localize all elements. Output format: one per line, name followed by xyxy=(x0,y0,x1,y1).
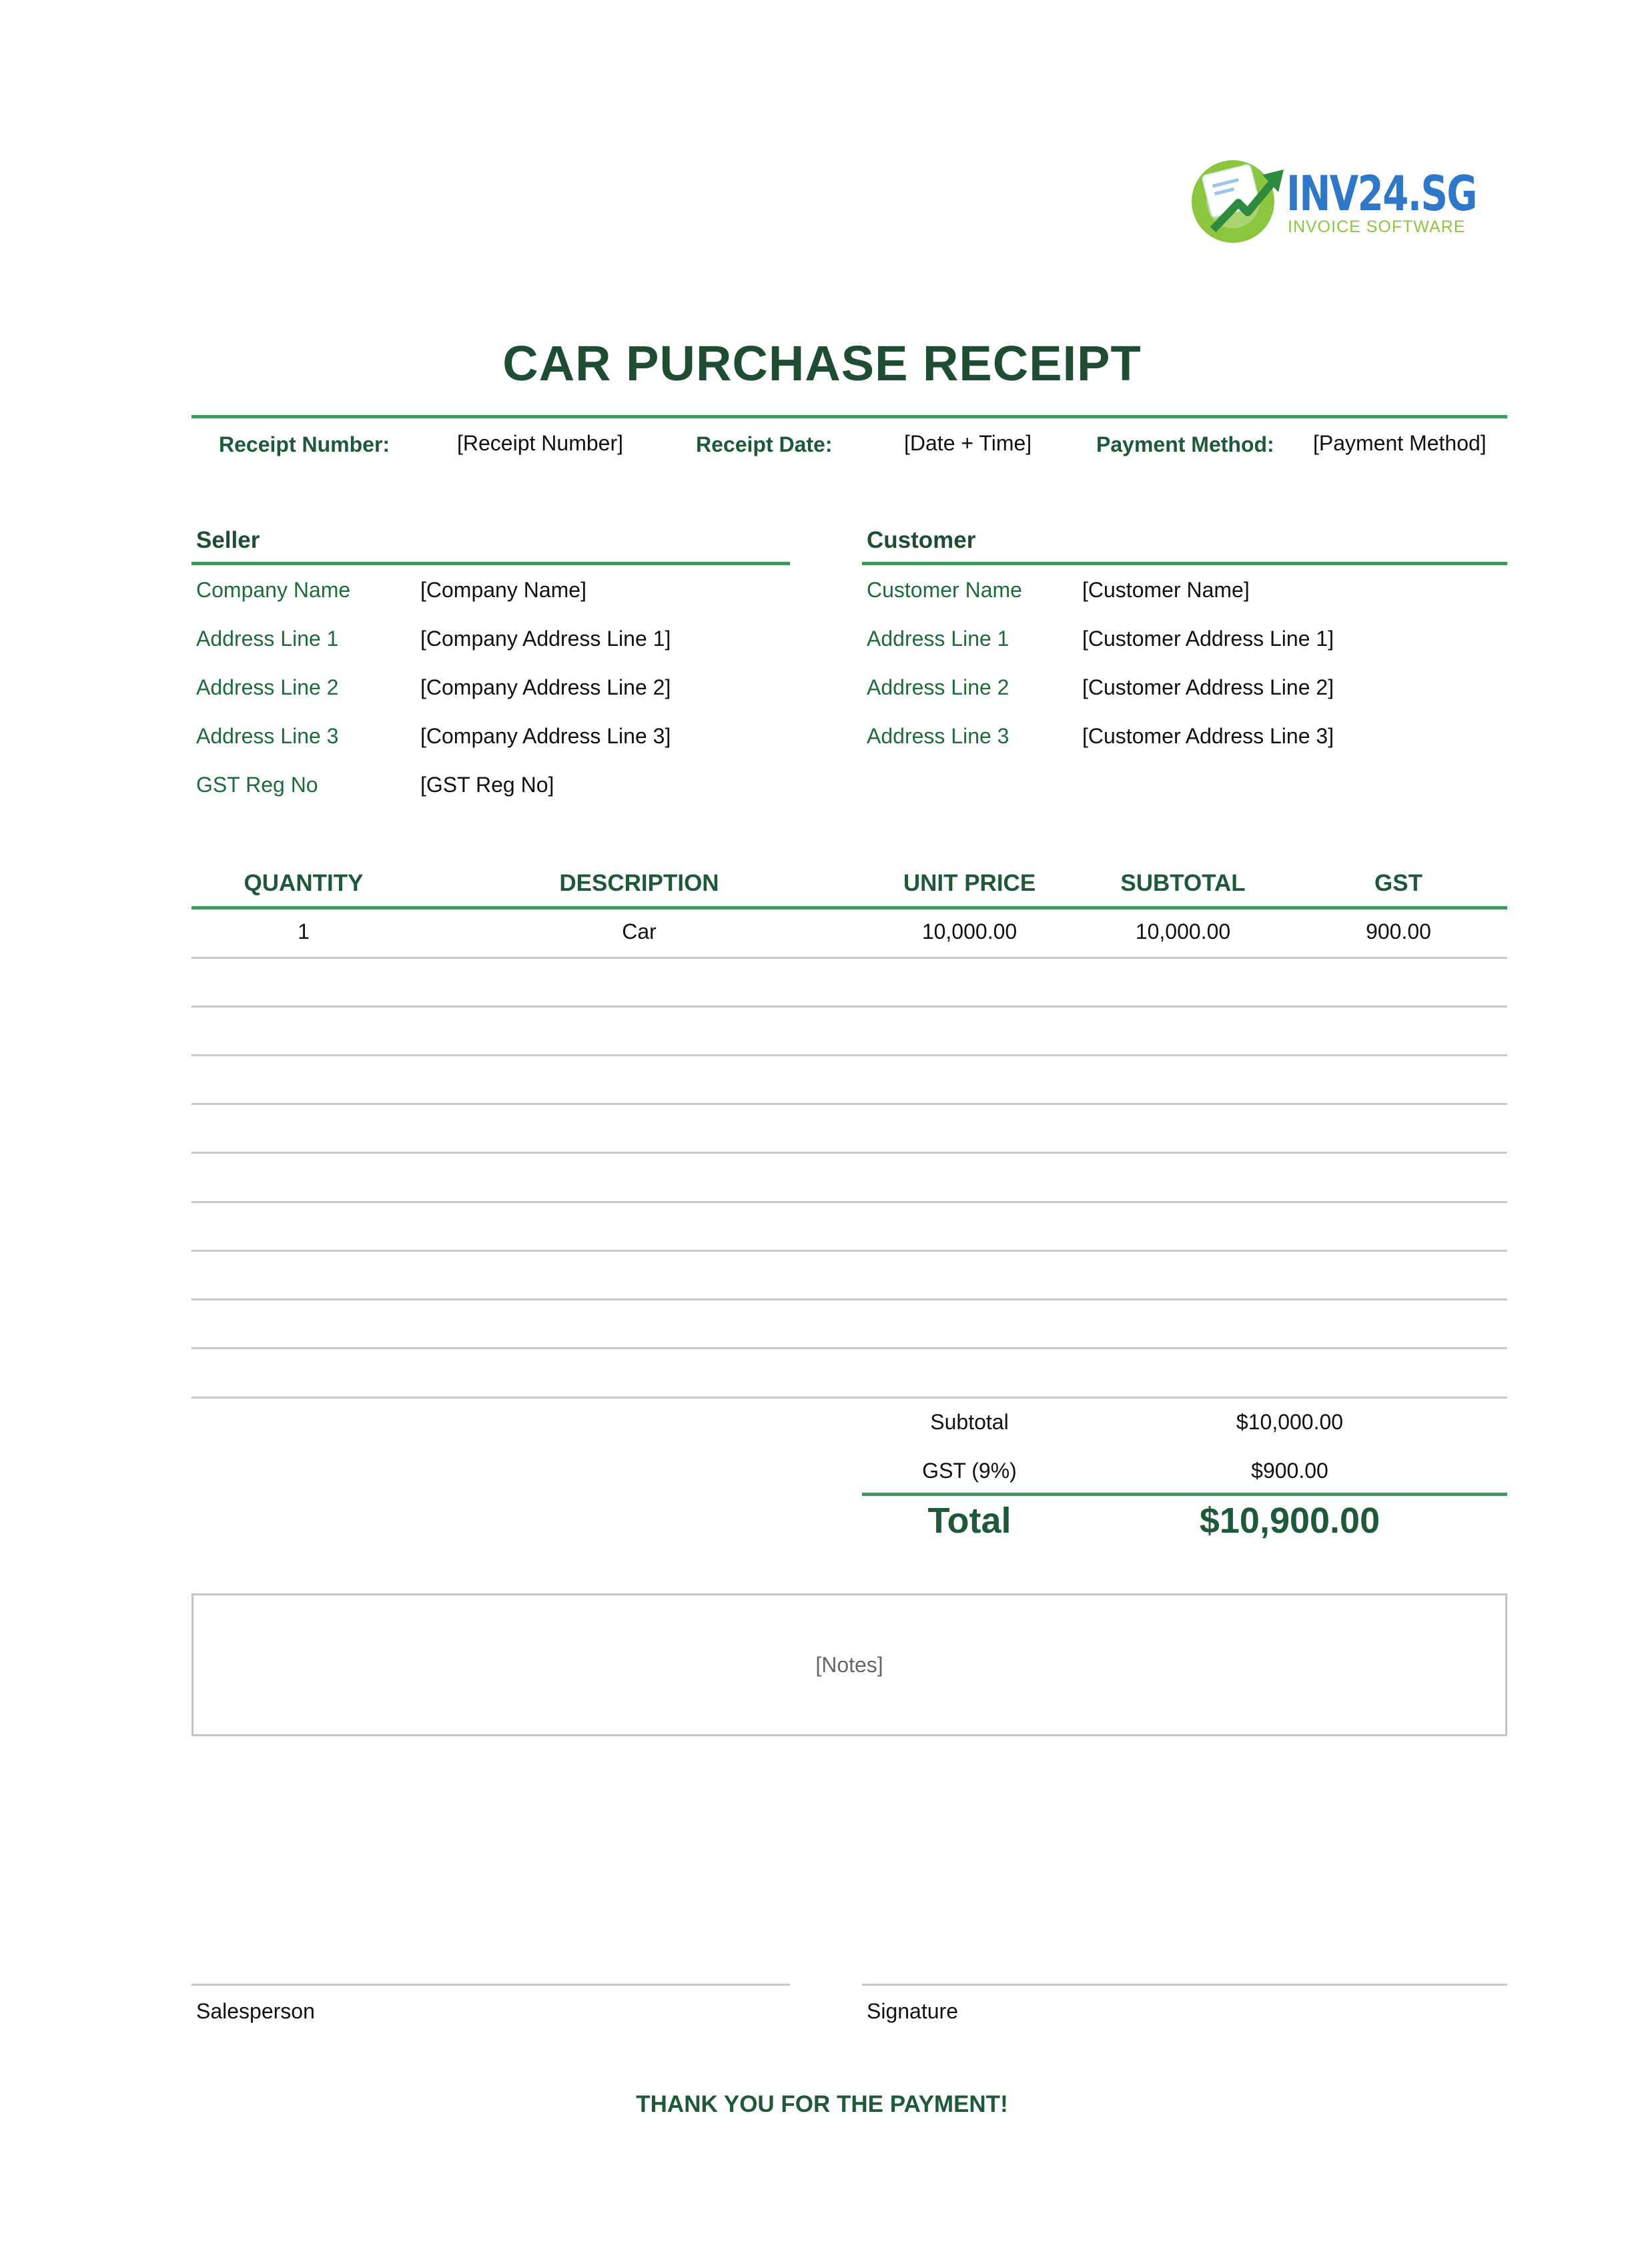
notes-box[interactable] xyxy=(191,1593,1507,1736)
salesperson-signature-line xyxy=(191,1984,790,1986)
receipt-number-label: Receipt Number: xyxy=(219,432,390,456)
logo-subtitle: INVOICE SOFTWARE xyxy=(1288,218,1466,236)
receipt-date-value: [Date + Time] xyxy=(904,431,1032,455)
customer-name-label: Customer Name xyxy=(867,578,1022,602)
page-title: CAR PURCHASE RECEIPT xyxy=(502,336,1142,391)
customer-title: Customer xyxy=(867,527,976,553)
customer-address3-value: [Customer Address Line 3] xyxy=(1082,724,1334,748)
seller-title: Seller xyxy=(196,527,260,553)
row-divider xyxy=(191,1006,1507,1008)
col-unit-price: UNIT PRICE xyxy=(903,870,1036,896)
customer-address1-value: [Customer Address Line 1] xyxy=(1082,627,1334,651)
row-description: Car xyxy=(622,919,657,943)
table-header-divider xyxy=(191,906,1507,909)
logo-text: INV24.SG xyxy=(1286,165,1477,222)
row-gst: 900.00 xyxy=(1366,919,1431,943)
total-label: Total xyxy=(927,1501,1011,1541)
row-unit-price: 10,000.00 xyxy=(921,919,1017,943)
seller-address1-value: [Company Address Line 1] xyxy=(420,627,671,651)
row-divider xyxy=(191,1152,1507,1154)
seller-company-name-value: [Company Name] xyxy=(420,578,586,602)
seller-address1-label: Address Line 1 xyxy=(196,627,339,651)
customer-address3-label: Address Line 3 xyxy=(867,724,1009,748)
col-description: DESCRIPTION xyxy=(559,870,719,896)
customer-address2-value: [Customer Address Line 2] xyxy=(1082,675,1334,699)
seller-address2-label: Address Line 2 xyxy=(196,675,339,699)
signature-label: Signature xyxy=(867,1999,958,2023)
row-quantity: 1 xyxy=(298,919,310,943)
payment-method-label: Payment Method: xyxy=(1096,432,1274,456)
seller-address2-value: [Company Address Line 2] xyxy=(420,675,671,699)
row-divider xyxy=(191,1397,1507,1399)
seller-address3-value: [Company Address Line 3] xyxy=(420,724,671,748)
thank-you-message: THANK YOU FOR THE PAYMENT! xyxy=(636,2091,1008,2117)
total-divider xyxy=(862,1493,1507,1496)
customer-address2-label: Address Line 2 xyxy=(867,675,1009,699)
row-divider xyxy=(191,957,1507,959)
title-divider xyxy=(191,415,1507,418)
notes-text: [Notes] xyxy=(815,1652,883,1677)
row-subtotal: 10,000.00 xyxy=(1135,919,1231,943)
gst-value: $900.00 xyxy=(1251,1459,1328,1483)
row-divider xyxy=(191,1298,1507,1300)
row-divider xyxy=(191,1103,1507,1105)
customer-name-value: [Customer Name] xyxy=(1082,578,1250,602)
row-divider xyxy=(191,1250,1507,1252)
row-divider xyxy=(191,1054,1507,1056)
seller-address3-label: Address Line 3 xyxy=(196,724,339,748)
customer-signature-line xyxy=(862,1984,1507,1986)
receipt-number-value: [Receipt Number] xyxy=(457,431,623,455)
col-subtotal: SUBTOTAL xyxy=(1120,870,1246,896)
row-divider xyxy=(191,1201,1507,1203)
payment-method-value: [Payment Method] xyxy=(1313,431,1487,455)
seller-gst-reg-value: [GST Reg No] xyxy=(420,773,554,797)
subtotal-value: $10,000.00 xyxy=(1236,1410,1344,1434)
col-quantity: QUANTITY xyxy=(244,870,364,896)
receipt-date-label: Receipt Date: xyxy=(696,432,833,456)
col-gst: GST xyxy=(1374,870,1422,896)
seller-divider xyxy=(191,562,790,565)
total-value: $10,900.00 xyxy=(1199,1501,1380,1541)
subtotal-label: Subtotal xyxy=(930,1410,1009,1434)
salesperson-label: Salesperson xyxy=(196,1999,315,2023)
customer-divider xyxy=(862,562,1507,565)
row-divider xyxy=(191,1347,1507,1349)
customer-address1-label: Address Line 1 xyxy=(867,627,1009,651)
gst-label: GST (9%) xyxy=(922,1459,1017,1483)
seller-company-name-label: Company Name xyxy=(196,578,351,602)
seller-gst-reg-label: GST Reg No xyxy=(196,773,318,797)
